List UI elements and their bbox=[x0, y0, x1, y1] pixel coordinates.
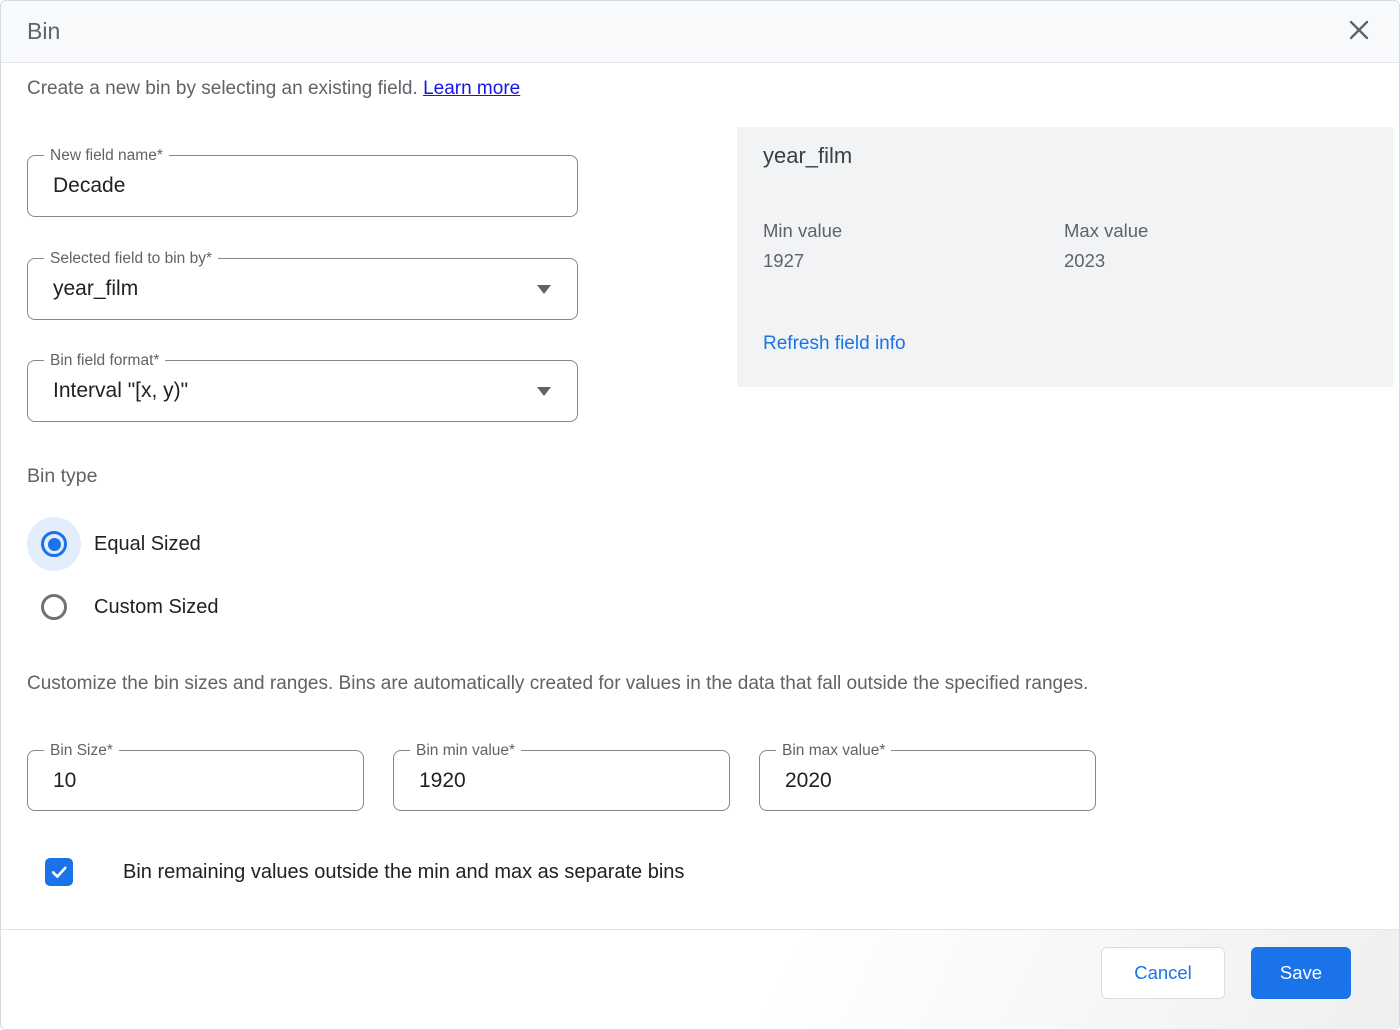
selected-field-label: Selected field to bin by* bbox=[44, 249, 218, 268]
bin-field-format-value: Interval "[x, y)" bbox=[53, 379, 189, 402]
refresh-field-info-link[interactable]: Refresh field info bbox=[763, 333, 906, 354]
remaining-values-checkbox[interactable] bbox=[45, 858, 684, 886]
min-value-block bbox=[763, 220, 842, 272]
dropdown-arrow-icon bbox=[537, 285, 551, 294]
remaining-values-checkbox-label: Bin remaining values outside the min and max as separate bins bbox=[123, 860, 685, 883]
dropdown-arrow-icon bbox=[537, 387, 551, 396]
dialog-title: Bin bbox=[27, 18, 61, 44]
bin-min-input[interactable] bbox=[419, 751, 684, 810]
radio-equal-sized-label: Equal Sized bbox=[94, 532, 201, 555]
dialog-footer bbox=[1, 929, 1399, 1029]
max-value-block bbox=[1064, 220, 1148, 272]
bin-min-field bbox=[393, 742, 730, 811]
min-value: 1927 bbox=[763, 250, 805, 271]
new-field-name-input[interactable] bbox=[53, 156, 532, 216]
radio-halo bbox=[27, 580, 81, 634]
bin-min-label: Bin min value* bbox=[410, 741, 521, 760]
close-button[interactable] bbox=[1343, 16, 1375, 48]
dialog-header bbox=[1, 1, 1399, 63]
min-value-label: Min value bbox=[763, 220, 843, 241]
checkmark-icon bbox=[49, 862, 69, 882]
field-info-panel bbox=[737, 127, 1393, 387]
bin-size-input[interactable] bbox=[53, 751, 318, 810]
max-value: 2023 bbox=[1064, 250, 1106, 271]
cancel-button[interactable]: Cancel bbox=[1101, 947, 1225, 999]
learn-more-link[interactable]: Learn more bbox=[423, 78, 521, 99]
bin-max-label: Bin max value* bbox=[776, 741, 891, 760]
radio-equal-sized[interactable] bbox=[27, 517, 201, 571]
bin-field-format-label: Bin field format* bbox=[44, 351, 165, 370]
new-field-name-field bbox=[27, 147, 578, 217]
radio-custom-sized[interactable] bbox=[27, 580, 219, 634]
radio-custom-sized-label: Custom Sized bbox=[94, 595, 219, 618]
max-value-label: Max value bbox=[1064, 220, 1149, 241]
radio-button-icon bbox=[41, 594, 67, 620]
save-button[interactable]: Save bbox=[1251, 947, 1351, 999]
intro-text: Create a new bin by selecting an existing field. bbox=[27, 78, 418, 99]
bin-size-label: Bin Size* bbox=[44, 741, 119, 760]
selected-field-value: year_film bbox=[53, 277, 139, 300]
field-info-title: year_film bbox=[763, 143, 853, 168]
intro-text-row bbox=[27, 78, 520, 100]
bin-max-input[interactable] bbox=[785, 751, 1050, 810]
radio-halo bbox=[27, 517, 81, 571]
radio-button-icon bbox=[41, 531, 67, 557]
bin-field-format-dropdown[interactable] bbox=[27, 352, 578, 422]
selected-field-dropdown[interactable] bbox=[27, 250, 578, 320]
bin-max-field bbox=[759, 742, 1096, 811]
checkbox-icon bbox=[45, 858, 73, 886]
close-icon bbox=[1347, 18, 1371, 45]
customize-description: Customize the bin sizes and ranges. Bins are automatically created for values in the data that fall outside the specified ranges. bbox=[27, 673, 1089, 694]
new-field-name-label: New field name* bbox=[44, 146, 169, 165]
bin-size-field bbox=[27, 742, 364, 811]
bin-type-label: Bin type bbox=[27, 465, 98, 487]
